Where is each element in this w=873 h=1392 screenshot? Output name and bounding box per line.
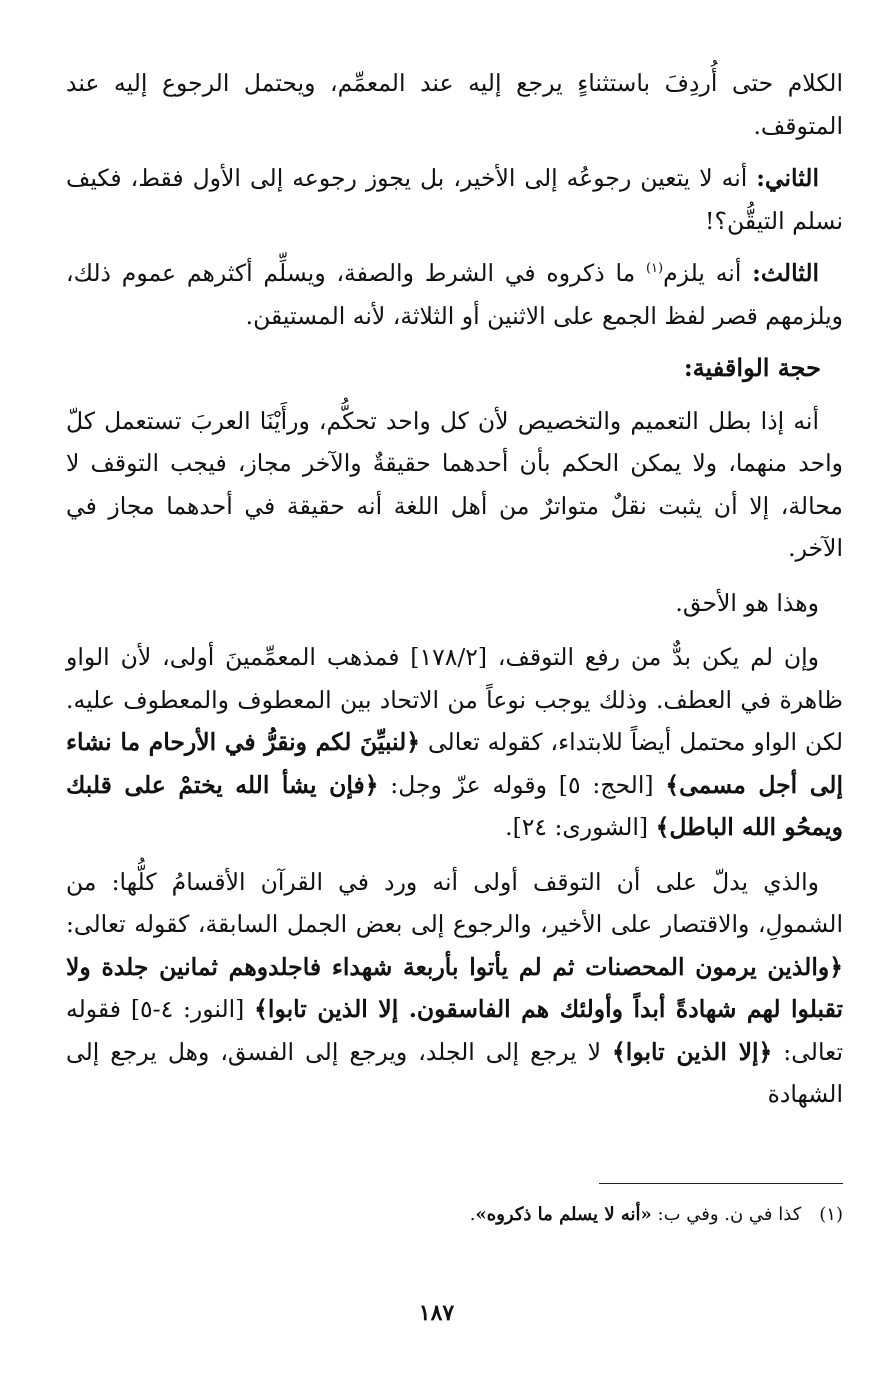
footnote-quote: «أنه لا يسلم ما ذكروه» — [475, 1204, 652, 1225]
paragraph-text: ما ذكروه في الشرط والصفة، ويسلِّم أكثرهم عموم ذلك، ويلزمهم قصر لفظ الجمع على الاثنين أو الثلاثة، لأنه المستيقن. — [66, 259, 843, 330]
point-label: الثاني: — [756, 164, 819, 192]
paragraph-text: والذي يدلّ على أن التوقف أولى أنه ورد في القرآن الأقسامُ كلُّها: من الشمولِ، والاقتصار على الأخير، والرجوع إلى بعض الجمل السابقة، كقوله تعالى: — [66, 867, 843, 938]
paragraph-argument — [66, 400, 843, 570]
paragraph-text: لا يرجع إلى الجلد، ويرجع إلى الفسق، وهل يرجع إلى الشهادة — [66, 1037, 843, 1108]
paragraph-text: الكلام حتى أُردِفَ باستثناءٍ يرجع إليه عند المعمِّم، ويحتمل الرجوع إليه عند المتوقف. — [66, 69, 843, 140]
footnote-text: كذا في ن. وفي ب: — [651, 1204, 802, 1225]
point-label: الثالث: — [752, 259, 820, 287]
paragraph-third-point — [66, 252, 843, 337]
footnote-text-end: . — [469, 1204, 476, 1225]
paragraph-text: أنه يلزم — [663, 259, 753, 287]
paragraph-evidence — [66, 861, 843, 1116]
main-text — [66, 62, 843, 1128]
footnote-divider — [599, 1183, 843, 1184]
paragraph-text: [النور: ٤-٥] فقوله تعالى: — [66, 995, 843, 1066]
paragraph-text: وهذا هو الأحق. — [675, 588, 819, 617]
paragraph-text: [الحج: ٥] وقوله عزّ وجل: — [378, 770, 666, 799]
paragraph-text: أنه لا يتعين رجوعُه إلى الأخير، بل يجوز رجوعه إلى الأول فقط، فكيف نسلم التيقُّن؟! — [66, 164, 843, 235]
paragraph-text: [الشورى: ٢٤]. — [505, 813, 656, 841]
footnote-number: (١) — [819, 1204, 843, 1225]
paragraph-second-point — [66, 157, 843, 242]
footnote-reference: (١) — [645, 261, 664, 277]
paragraph-waw — [66, 636, 843, 849]
quran-quote: ﴿فإن يشأ الله يختمْ على قلبك ويمحُو الله الباطل﴾ — [66, 770, 843, 841]
section-heading: حجة الواقفية: — [683, 353, 821, 382]
footnote — [66, 1200, 843, 1230]
paragraph-text: أنه إذا بطل التعميم والتخصيص لأن كل واحد تحكُّم، ورأَيْنَا العربَ تستعمل كلّ واحد منهما، ولا يمكن الحكم بأن أحدهما حقيقةٌ والآخر مجاز، فيجب التوقف لا محالة، إلا أن يثبت نقلٌ متواترٌ من أهل اللغة أنه حقيقة في أحدهما مجاز في الآخر. — [66, 406, 843, 562]
paragraph-text: وإن لم يكن بدٌّ من رفع التوقف، [١٧٨/٢] فمذهب المعمِّمينَ أولى، لأن الواو ظاهرة في العطف. وذلك يوجب نوعاً من الاتحاد بين المعطوف والمعطوف عليه. لكن الواو محتمل أيضاً للابتداء، كقوله تعالى — [66, 643, 843, 756]
paragraph-continuation — [66, 62, 843, 147]
quran-quote: ﴿إلا الذين تابوا﴾ — [612, 1037, 773, 1066]
quran-quote: ﴿والذين يرمون المحصنات ثم لم يأتوا بأربعة شهداء فاجلدوهم ثمانين جلدة ولا تقبلوا لهم شهادةً أبداً وأولئك هم الفاسقون. إلا الذين تابوا﴾ — [66, 952, 843, 1023]
page-number: ١٨٧ — [418, 1300, 455, 1326]
quran-quote: ﴿لنبيِّنَ لكم ونقرُّ في الأرحام ما نشاء إلى أجل مسمى﴾ — [66, 728, 843, 799]
paragraph-verdict — [66, 582, 843, 625]
